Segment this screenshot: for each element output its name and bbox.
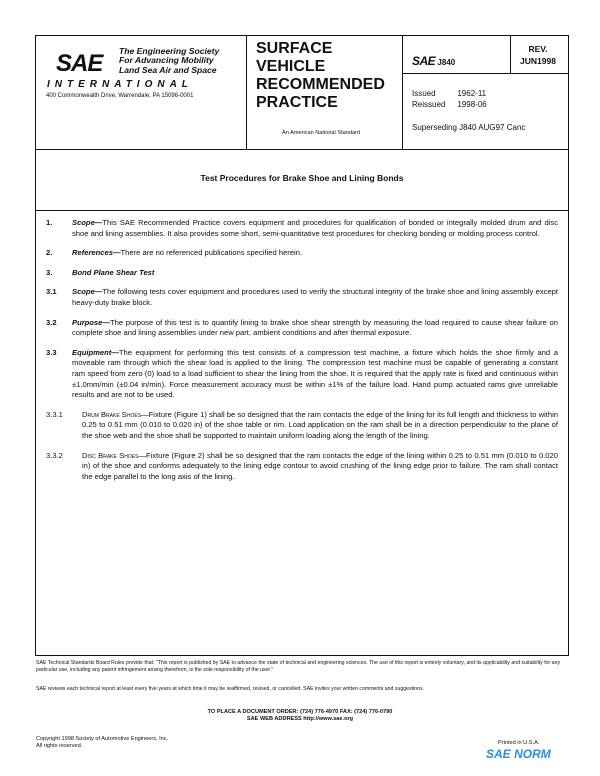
board-rules: SAE Technical Standards Board Rules provide that: "This report is published by SAE to advance the state of technical and engineering sciences. The use of this report is entirely voluntary, and its applicability and suitability for any particular use, including any patent infringement arising therefrom, is the sole responsibility of the user." [36,660,561,673]
section-3-3-1: 3.3.1 Drum Brake Shoes—Fixture (Figure 1) shall be so designed that the ram contacts the edge of the lining for its full length and thickness to within 0.25 to 0.51 mm (0.010 to 0.020 in) of the shoe table or rim. Load application on the ram shall be in a direction perpendicular to the plane of the shoe web and the shoe shall be supported to maintain uniform loading along the length of the lining. [46,409,558,440]
document-number: SAE J840 [412,54,456,68]
document-title: Test Procedures for Brake Shoe and Lining Bonds [200,173,404,183]
section-3-3: 3.3 Equipment—The equipment for performing this test consists of a compression test machine, a fixture which holds the shoe firmly and a moveable ram through which the shear load is applied to the lining. The compression test machine must be capable of generating a constant ram speed from zero (0) load to a load sufficient to shear the lining from the shoe. It is required that the apply rate is fixed and continuous within ±1.0mm/min (±0.04 in/min). Force measurement accuracy must be within ±1% of the failure load. Hand pump actuated rams give unreliable results and are not to be used. [46,347,558,400]
superseding-note: Superseding J840 AUG97 Canc [412,123,526,132]
section-3-1: 3.1 Scope—The following tests cover equipment and procedures used to verify the structural integrity of the brake shoe and lining assembly except heavy-duty brake block. [46,287,558,307]
logo-tagline: The Engineering Society For Advancing Mobility Land Sea Air and Space [119,46,220,75]
header-divider [402,73,568,74]
logo-international: INTERNATIONAL [47,79,193,90]
copyright: Copyright 1998 Society of Automotive Engineers, Inc. All rights reserved. [36,736,169,749]
section-3-2: 3.2 Purpose—The purpose of this test is to quantify lining to brake shoe shear strength by measuring the load required to cause shear failure on complete shoe and lining assemblies under new part, ambient conditions and after thermal exposure. [46,317,558,338]
document-body [46,218,558,491]
address: 400 Commonwealth Drive, Warrendale, PA 15096-0001 [46,93,194,99]
web-address: SAE WEB ADDRESS http://www.sae.org [246,716,354,722]
ansi-note: An American National Standard [282,130,361,136]
order-line: TO PLACE A DOCUMENT ORDER: (724) 776-4970 FAX: (724) 776-0790 [207,709,393,715]
header-divider [402,36,403,149]
sae-logo: SAE [56,50,103,77]
document-type: SURFACE VEHICLE RECOMMENDED PRACTICE [256,40,385,111]
document-header [35,35,569,150]
section-2: 2. References—There are no referenced publications specified herein. [46,248,303,258]
section-3-3-2: 3.3.2 Disc Brake Shoes—Fixture (Figure 2) shall be so designed that the ram contacts the edge of the lining within 0.25 to 0.51 mm (0.010 to 0.020 in) of the shoe and conforms adequately to the lining edge contour to avoid crushing of the lining edge prior to failure. The ram shall contact the edge parallel to the long axis of the lining. [46,450,558,481]
review-note: SAE reviews each technical report at least every five years at which time it may be reaffirmed, revised, or cancelled. SAE invites your written comments and suggestions. [36,686,424,692]
sae-norm-stamp: SAE NORM [486,747,551,761]
section-1: 1. Scope—This SAE Recommended Practice covers equipment and procedures for qualification of bonded or integrally molded drum and disc shoe and lining assemblies. It also provides some short, semi-quantitative test procedures for checking bonding or molding process control. [46,218,558,238]
revision: REV. JUN1998 [520,44,556,66]
printed-note: Printed in U.S.A. [498,740,540,746]
header-divider [246,36,247,149]
title-divider [36,210,568,211]
section-3: 3. Bond Plane Shear Test [46,267,155,277]
issue-dates: Issued 1962-11 Reissued 1998-06 [412,89,487,109]
